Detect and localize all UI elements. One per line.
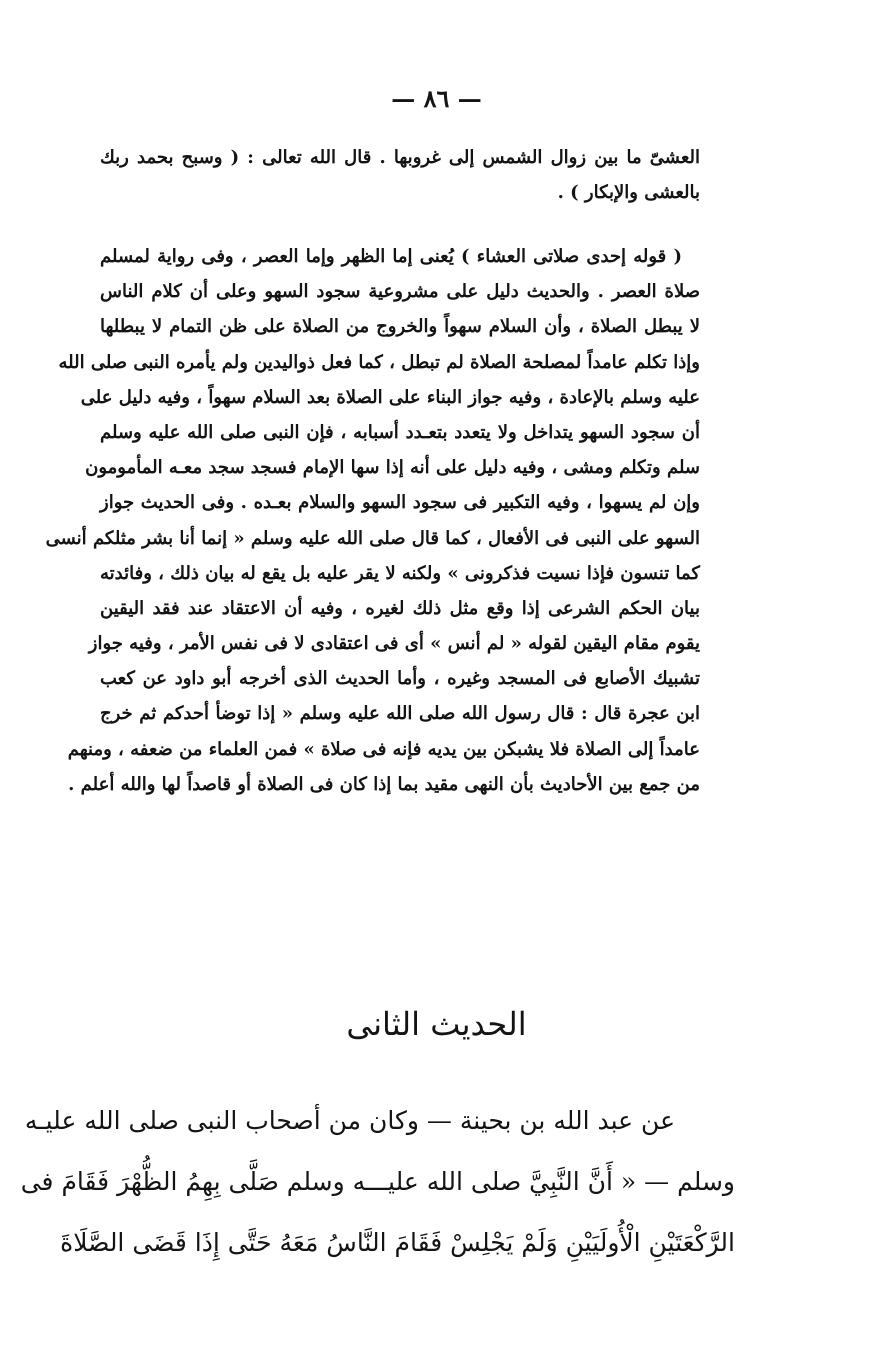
text-line: عامداً إلى الصلاة فلا يشبكن بين يديه فإنه فى صلاة » فمن العلماء من ضعفه ، ومنهم — [67, 738, 700, 760]
text-line: وسلم — « أَنَّ النَّبِيَّ صلى الله عليـــه وسلم صَلَّى بِهِمُ الظُّهْرَ فَقَامَ فى — [20, 1167, 735, 1196]
text-line: سلم وتكلم ومشى ، وفيه دليل على أنه إذا سها الإمام فسجد سجد معـه المأمومون — [85, 457, 700, 479]
text-line: تشبيك الأصابع فى المسجد وغيره ، وأما الحديث الذى أخرجه أبو داود عن كعب — [100, 668, 700, 690]
text-line: وإذا تكلم عامداً لمصلحة الصلاة لم تبطل ، كما فعل ذواليدين ولم يأمره النبى صلى الله — [58, 351, 700, 373]
text-line: عليه وسلم بالإعادة ، وفيه جواز البناء على الصلاة بعد السلام سهواً ، وفيه دليل على — [80, 386, 700, 408]
section-heading: الحديث الثانى — [346, 1005, 527, 1043]
text-line: بيان الحكم الشرعى إذا وقع مثل ذلك لغيره ، وفيه أن الاعتقاد عند فقد اليقين — [100, 597, 700, 619]
text-line: العشىّ ما بين زوال الشمس إلى غروبها . قال الله تعالى : ( وسبح بحمد ربك — [100, 147, 700, 168]
intro-text — [100, 140, 700, 210]
hadith-text — [20, 1090, 735, 1273]
text-line: ابن عجرة قال : قال رسول الله صلى الله عليه وسلم « إذا توضأ أحدكم ثم خرج — [100, 703, 700, 725]
text-line: السهو على النبى فى الأفعال ، كما قال صلى الله عليه وسلم « إنما أنا بشر مثلكم أنسى — [45, 527, 700, 549]
text-line: أن سجود السهو يتداخل ولا يتعدد بتعـدد أسبابه ، فإن النبى صلى الله عليه وسلم — [100, 421, 700, 443]
text-line: ( قوله إحدى صلاتى العشاء ) يُعنى إما الظهر وإما العصر ، وفى رواية لمسلم — [100, 246, 682, 267]
text-line: لا يبطل الصلاة ، وأن السلام سهواً والخروج من الصلاة على ظن التمام لا يبطلها — [100, 316, 700, 338]
text-line: الرَّكْعَتَيْنِ الْأُولَيَيْنِ وَلَمْ يَجْلِسْ فَقَامَ النَّاسُ مَعَهُ حَتَّى إِذَا قَضَى الصَّلَاةَ — [60, 1228, 735, 1257]
commentary-paragraph — [45, 239, 700, 802]
text-line: بالعشى والإبكار ) . — [557, 182, 700, 204]
text-line: عن عبد الله بن بحينة — وكان من أصحاب النبى صلى الله عليـه — [24, 1106, 675, 1135]
text-line: يقوم مقام اليقين لقوله « لم أنس » أى فى اعتقادى لا فى نفس الأمر ، وفيه جواز — [88, 633, 700, 655]
text-line: من جمع بين الأحاديث بأن النهى مقيد بما إذا كان فى الصلاة أو قاصداً لها والله أعلم . — [68, 773, 700, 795]
text-line: صلاة العصر . والحديث دليل على مشروعية سجود السهو وعلى أن كلام الناس — [100, 281, 700, 303]
text-line: كما تنسون فإذا نسيت فذكرونى » ولكنه لا يقر عليه بل يقع له بيان ذلك ، وفائدته — [100, 562, 700, 584]
page-number: — ٨٦ — — [391, 84, 482, 113]
text-line: وإن لم يسهوا ، وفيه التكبير فى سجود السهو والسلام بعـده . وفى الحديث جواز — [100, 492, 700, 514]
